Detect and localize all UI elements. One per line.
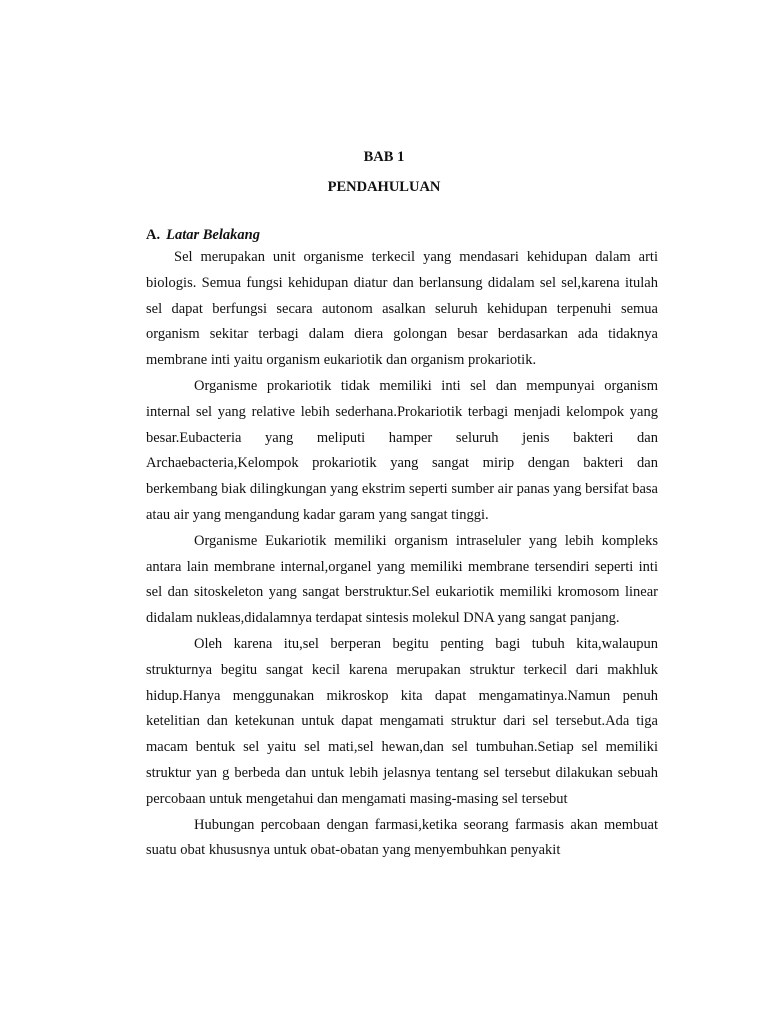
paragraph: Organisme Eukariotik memiliki organism intraseluler yang lebih kompleks antara lain membrane internal,organel yang memiliki membrane tersendiri seperti inti sel dan sitoskeleton yang sangat berstruktur.Sel eukariotik memiliki kromosom linear didalam nukleas,didalamnya terdapat sintesis molekul DNA yang sangat panjang.	[146, 532, 658, 627]
section-title: Latar Belakang	[166, 227, 260, 243]
paragraph: Hubungan percobaan dengan farmasi,ketika seorang farmasis akan membuat suatu obat khususnya untuk obat-obatan yang menyembuhkan penyakit	[146, 816, 658, 859]
chapter-number: BAB 1	[363, 149, 405, 165]
paragraph: Organisme prokariotik tidak memiliki inti sel dan mempunyai organism internal sel yang relative lebih sederhana.Prokariotik terbagi menjadi kelompok yang besar.Eubacteria yang meliputi hamper seluruh jenis bakteri dan Archaebacteria,Kelompok prokariotik yang sangat mirip dengan bakteri dan berkembang biak dilingkungan yang ekstrim seperti sumber air panas yang bersifat basa atau air yang mengandung kadar garam yang sangat tinggi.	[146, 377, 658, 523]
paragraph: Sel merupakan unit organisme terkecil yang mendasari kehidupan dalam arti biologis. Semua fungsi kehidupan diatur dan berlansung didalam sel sel,karena itulah sel dapat berfungsi secara autonom asalkan seluruh kehidupan terpenuhi semua organism sekitar terbagi dalam diera golongan besar berdasarkan ada tidaknya membrane inti yaitu organism eukariotik dan organism prokariotik.	[146, 249, 658, 369]
section-heading	[146, 226, 260, 244]
body-text	[146, 245, 658, 864]
paragraph: Oleh karena itu,sel berperan begitu penting bagi tubuh kita,walaupun strukturnya begitu sangat kecil karena merupakan struktur terkecil dari makhluk hidup.Hanya menggunakan mikroskop kita dapat mengamatinya.Namun penuh ketelitian dan ketekunan untuk dapat mengamati struktur dari sel tersebut.Ada tiga macam bentuk sel yaitu sel mati,sel hewan,dan sel tumbuhan.Setiap sel memiliki struktur yan g berbeda dan untuk lebih jelasnya tentang sel tersebut dilakukan sebuah percobaan untuk mengetahui dan mengamati masing-masing sel tersebut	[146, 635, 658, 807]
chapter-title: PENDAHULUAN	[327, 179, 441, 195]
section-marker: A.	[146, 227, 161, 243]
